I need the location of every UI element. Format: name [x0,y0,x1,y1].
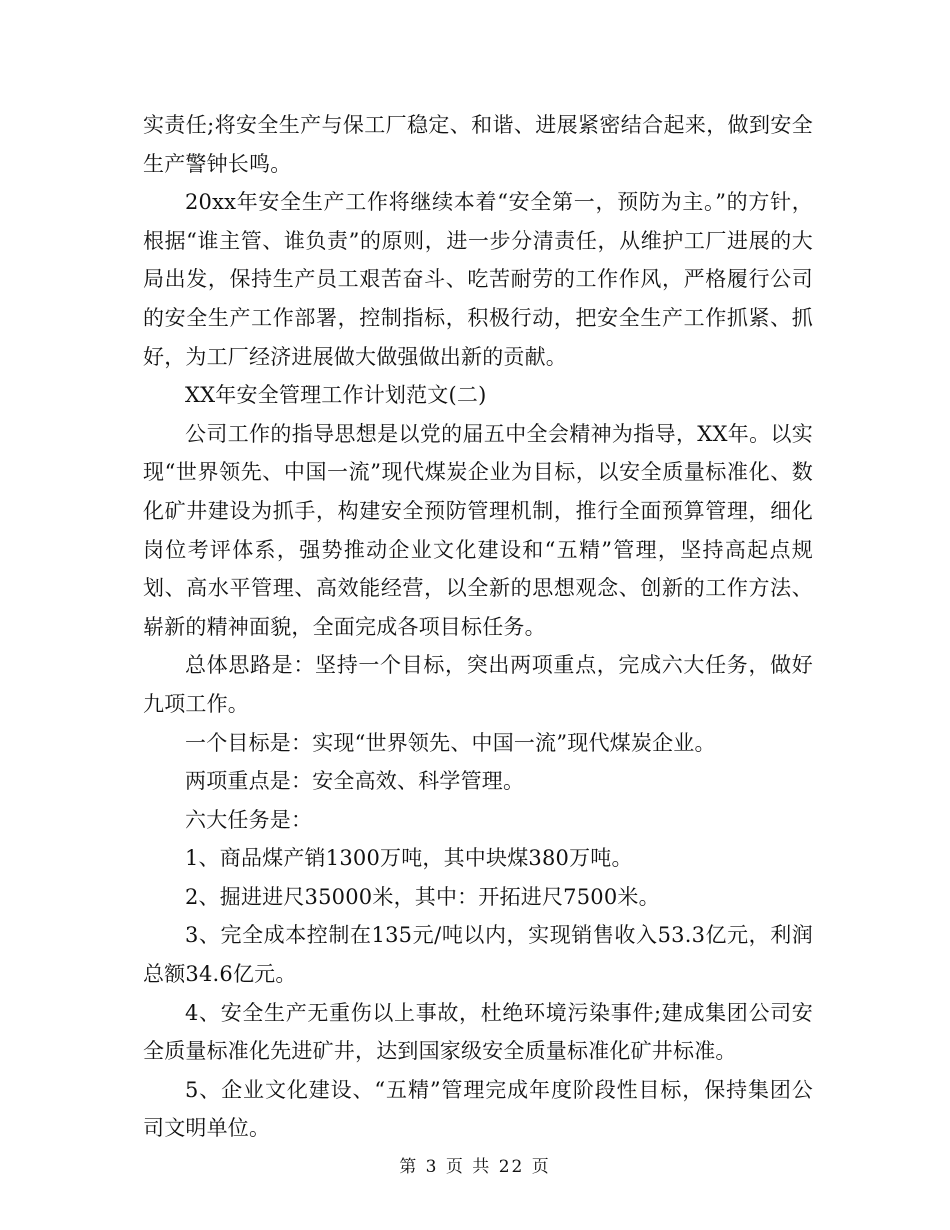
section-heading: XX年安全管理工作计划范文(二) [185,383,487,408]
page-number-footer: 第 3 页 共 22 页 [399,1157,551,1177]
list-item: 1、商品煤产销1300万吨，其中块煤380万吨。 [185,846,633,871]
paragraph: 两项重点是：安全高效、科学管理。 [185,769,525,794]
list-item: 4、安全生产无重伤以上事故，杜绝环境污染事件;建成集团公司安全质量标准化先进矿井，达到国家级安全质量标准化矿井标准。 [143,1000,813,1064]
paragraph: 公司工作的指导思想是以党的届五中全会精神为指导，XX年。以实现“世界领先、中国一流”现代煤炭企业为目标，以安全质量标准化、数化矿井建设为抓手，构建安全预防管理机制，推行全面预算管理，细化岗位考评体系，强势推动企业文化建设和“五精”管理，坚持高起点规划、高水平管理、高效能经营，以全新的思想观念、创新的工作方法、崭新的精神面貌，全面完成各项目标任务。 [143,421,813,639]
document-body [143,106,813,1148]
paragraph: 实责任;将安全生产与保工厂稳定、和谐、进展紧密结合起来，做到安全生产警钟长鸣。 [143,113,813,176]
paragraph: 20xx年安全生产工作将继续本着“安全第一，预防为主。”的方针，根据“谁主管、谁负责”的原则，进一步分清责任，从维护工厂进展的大局出发，保持生产员工艰苦奋斗、吃苦耐劳的工作作风，严格履行公司的安全生产工作部署，控制指标，积极行动，把安全生产工作抓紧、抓好，为工厂经济进展做大做强做出新的贡献。 [143,190,813,369]
paragraph: 总体思路是：坚持一个目标，突出两项重点，完成六大任务，做好九项工作。 [143,653,813,716]
list-item: 2、掘进进尺35000米，其中：开拓进尺7500米。 [185,884,660,909]
list-item: 3、完全成本控制在135元/吨以内，实现销售收入53.3亿元，利润总额34.6亿元。 [143,923,813,987]
paragraph: 一个目标是：实现“世界领先、中国一流”现代煤炭企业。 [185,730,716,755]
list-item: 5、企业文化建设、“五精”管理完成年度阶段性目标，保持集团公司文明单位。 [143,1077,813,1141]
paragraph: 六大任务是： [185,807,313,832]
